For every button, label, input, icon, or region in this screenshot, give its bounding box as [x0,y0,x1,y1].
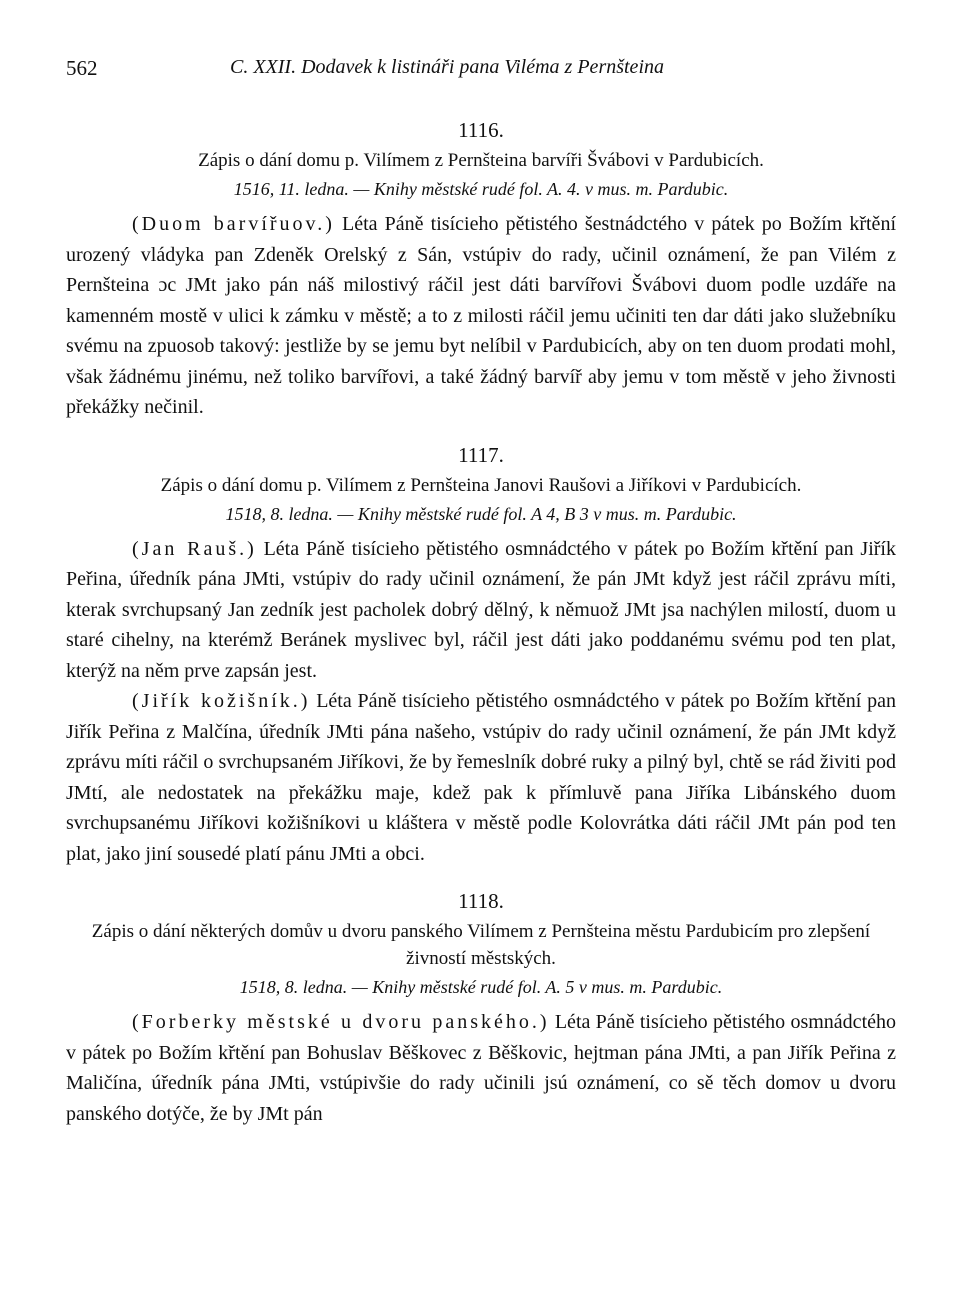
running-title: C. XXII. Dodavek k listináři pana Viléma z Pernšteina [230,56,664,78]
spaced-marginal-title: (Forberky městské u dvoru panského.) [132,1011,550,1033]
document-heading: Zápis o dání některých domův u dvoru panského Vilímem z Pernšteina městu Pardubicím pro zlepšení živností městských. [91,921,871,969]
document-source: 1516, 11. ledna. — Knihy městské rudé fol. A. 4. v mus. m. Pardubic. [233,179,729,199]
document-number: 1117. [458,442,504,467]
document-paragraph [66,209,896,423]
document-paragraph [66,1007,896,1129]
document-number: 1118. [458,889,504,913]
document-paragraph [66,534,896,687]
document-source: 1518, 8. ledna. — Knihy městské rudé fol. A 4, B 3 v mus. m. Pardubic. [225,503,737,524]
document-page [66,56,896,1129]
spaced-marginal-title: (Jiřík kožišník.) [132,690,311,712]
document-heading: Zápis o dání domu p. Vilímem z Pernšteina Janovi Raušovi a Jiříkovi v Pardubicích. [160,474,802,496]
paragraph-text: Léta Páně tisícieho pětistého šestnádctého v pátek po Božím křtění urozený vládyka pan Zdeněk Orelský z Sán, vstúpiv do rady, učinil oznámení, že pan Vilém z Pernšteina ɔc JMt jako pán náš milostivý ráčil jest dáti barvířovi Švábovi duom podle uzdáře na kamenném mostě v ulici k zámku v městě; a to z milosti ráčil jemu učiniti ten dar dáti jako služebníku svému na zpuosob takový: jestliže by se jemu byt nelíbil v Pardubicích, aby on ten duom prodati mohl, však žádnému jinému, než toliko barvířovi, a také žádný barvíř aby jemu v tom městě v jeho živnosti překážky nečinil. [66,213,896,418]
spaced-marginal-title: (Duom barvířuov.) [132,213,335,235]
document-source: 1518, 8. ledna. — Knihy městské rudé fol. A. 5 v mus. m. Pardubic. [239,977,723,997]
paragraph-text: Léta Páně tisícieho pětistého osmnádctého v pátek po Božím křtění pan Jiřík Peřina, úředník pána JMti, vstúpiv do rady učinil oznámení, že pán JMt když jest ráčil zprávu míti, kterak svrchupsaný Jan zedník jest pacholek dobrý dělný, k němuož JMt jsa nachýlen milostí, duom u staré cihelny, na kterémž Beránek myslivec byl, ráčil jest dáti jako poddanému svému pod ten plat, kterýž na něm prve zapsán jest. [66,537,896,682]
page-number: 562 [66,56,98,80]
spaced-marginal-title: (Jan Rauš.) [132,537,257,560]
document-number: 1116. [458,118,504,142]
document-paragraph [66,686,896,869]
paragraph-text: Léta Páně tisícieho pětistého osmnádctého v pátek po Božím křtění pan Jiřík Peřina z Malčína, úředník JMti pána našeho, vstúpiv do rady učinil oznámení, že pán JMt když zprávu míti ráčil o svrchupsaném Jiříkovi, že by řemeslník dobré ruky a pilný byl, chtě se rád živiti pod JMtí, ale nedostatek na překážku maje, kdež pak k přímluvě pana Jiříka Libánského duom svrchupsanému Jiříkovi kožišníkovi u kláštera v městě podle Kolovrátka dáti ráčil JMt pán pod ten plat, jako jiní sousedé platí pánu JMti a obci. [66,690,897,865]
paragraph-text: Léta Páně tisícieho pětistého osmnádctého v pátek po Božím křtění pan Bohuslav Běškovec z Běškovic, hejtman pána JMti, a pan Jiřík Peřina z Maličína, úředník pána JMti, vstúpivšie do rady učinili jsú oznámení, co sě těch domov u dvoru panského dotýče, že by JMt pán [66,1011,896,1125]
document-heading: Zápis o dání domu p. Vilímem z Pernšteina barvíři Švábovi v Pardubicích. [198,150,764,171]
page-header [66,56,896,92]
